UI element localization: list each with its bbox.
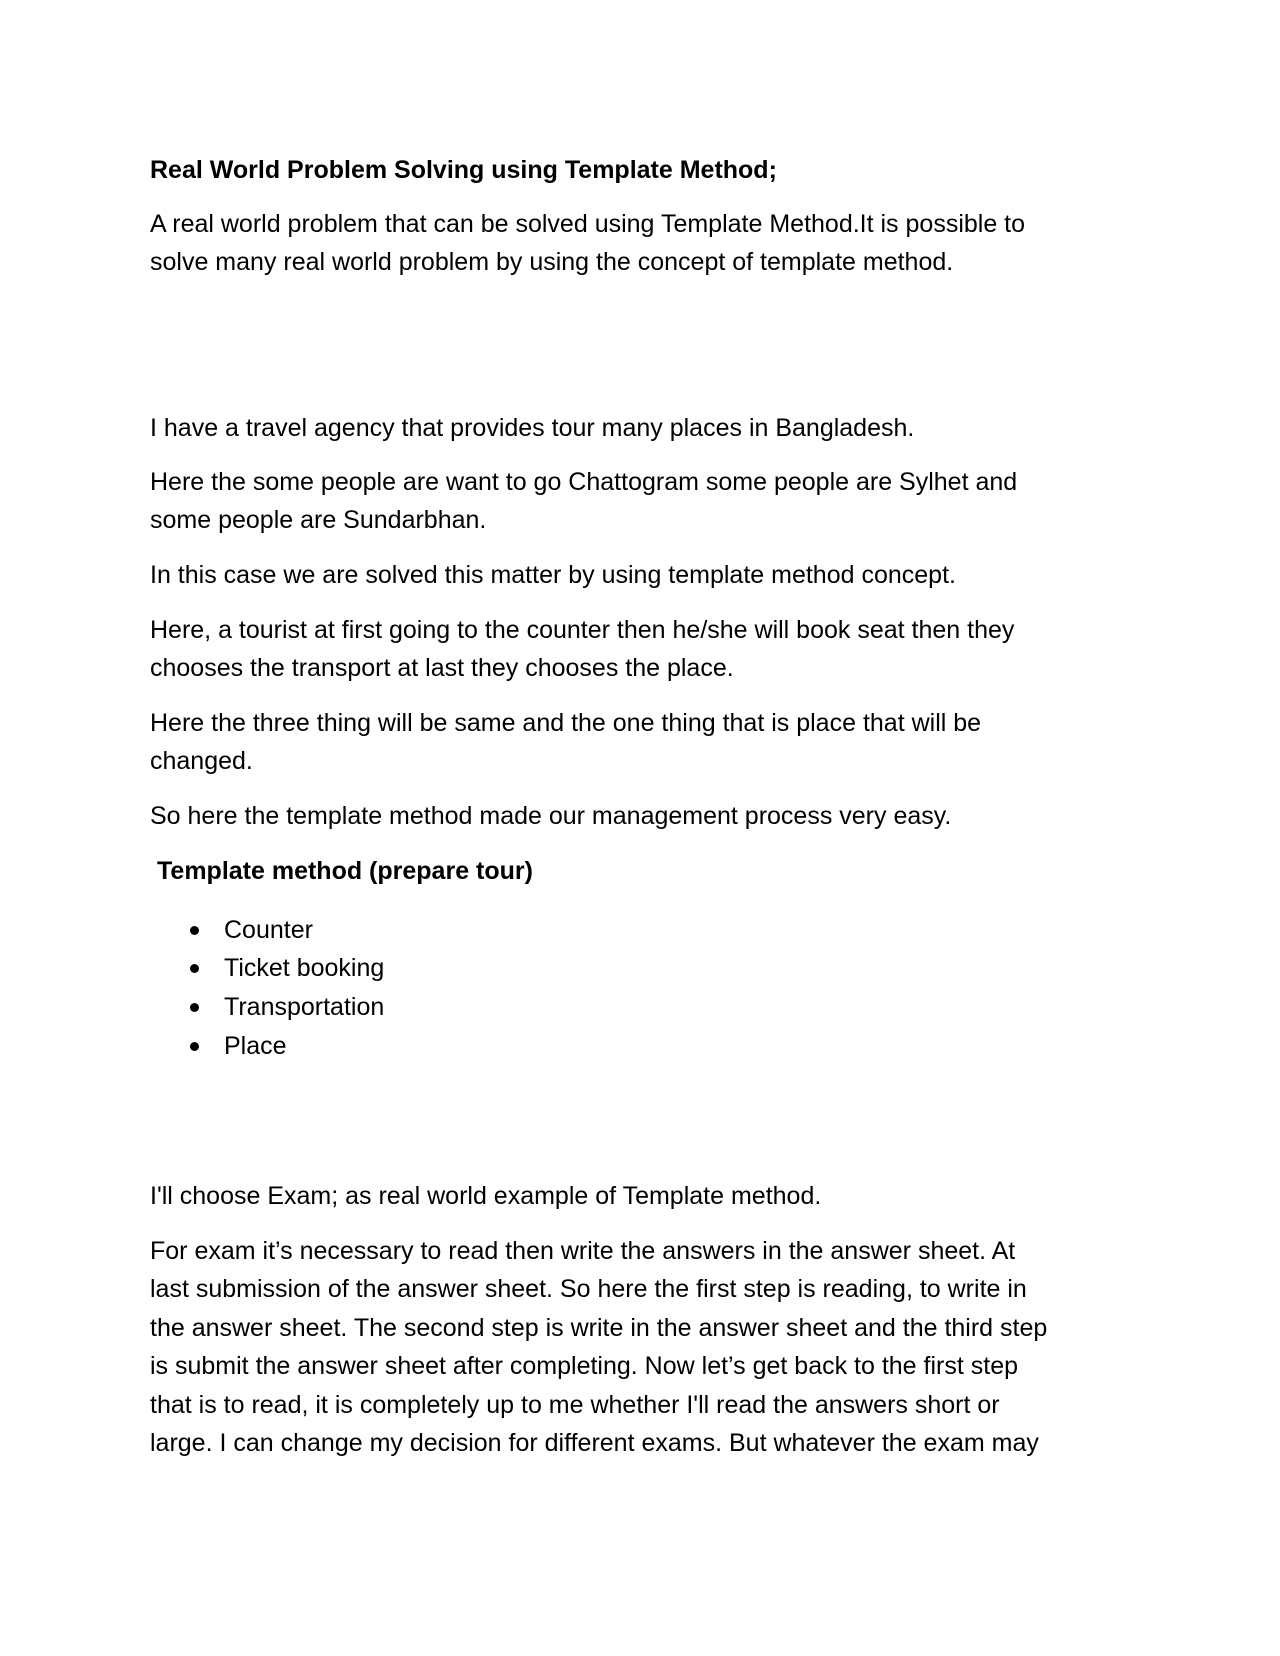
- exam-line-3: the answer sheet. The second step is write in the answer sheet and the third step: [150, 1314, 1048, 1342]
- intro-line-1: A real world problem that can be solved using Template Method.It is possible to: [150, 210, 1026, 238]
- bullet-icon: [190, 964, 199, 973]
- step-item-counter: Counter: [224, 916, 313, 944]
- exam-line-4: is submit the answer sheet after completing. Now let’s get back to the first step: [150, 1352, 1019, 1380]
- bullet-icon: [190, 1042, 199, 1051]
- step-item-place: Place: [224, 1032, 287, 1060]
- step-item-ticket-booking: Ticket booking: [224, 954, 385, 982]
- case-paragraph: In this case we are solved this matter by using template method concept.: [150, 561, 956, 589]
- tourist-line-2: chooses the transport at last they chooses the place.: [150, 654, 734, 682]
- bullet-icon: [190, 926, 199, 935]
- people-line-1: Here the some people are want to go Chattogram some people are Sylhet and: [150, 468, 1018, 496]
- bullet-icon: [190, 1003, 199, 1012]
- three-thing-line-2: changed.: [150, 747, 253, 775]
- document-title: Real World Problem Solving using Template Method;: [150, 156, 777, 184]
- three-thing-line-1: Here the three thing will be same and the one thing that is place that will be: [150, 709, 982, 737]
- exam-line-1: For exam it’s necessary to read then write the answers in the answer sheet. At: [150, 1237, 1016, 1265]
- easy-paragraph: So here the template method made our management process very easy.: [150, 802, 952, 830]
- template-heading: Template method (prepare tour): [157, 857, 533, 885]
- agency-paragraph: I have a travel agency that provides tour many places in Bangladesh.: [150, 414, 915, 442]
- step-item-transportation: Transportation: [224, 993, 385, 1021]
- exam-line-2: last submission of the answer sheet. So here the first step is reading, to write in: [150, 1275, 1027, 1303]
- people-line-2: some people are Sundarbhan.: [150, 506, 487, 534]
- exam-intro: I'll choose Exam; as real world example of Template method.: [150, 1182, 822, 1210]
- exam-line-5: that is to read, it is completely up to me whether I'll read the answers short or: [150, 1391, 1000, 1419]
- intro-line-2: solve many real world problem by using the concept of template method.: [150, 248, 954, 276]
- tourist-line-1: Here, a tourist at first going to the counter then he/she will book seat then they: [150, 616, 1015, 644]
- exam-line-6: large. I can change my decision for different exams. But whatever the exam may: [150, 1429, 1039, 1457]
